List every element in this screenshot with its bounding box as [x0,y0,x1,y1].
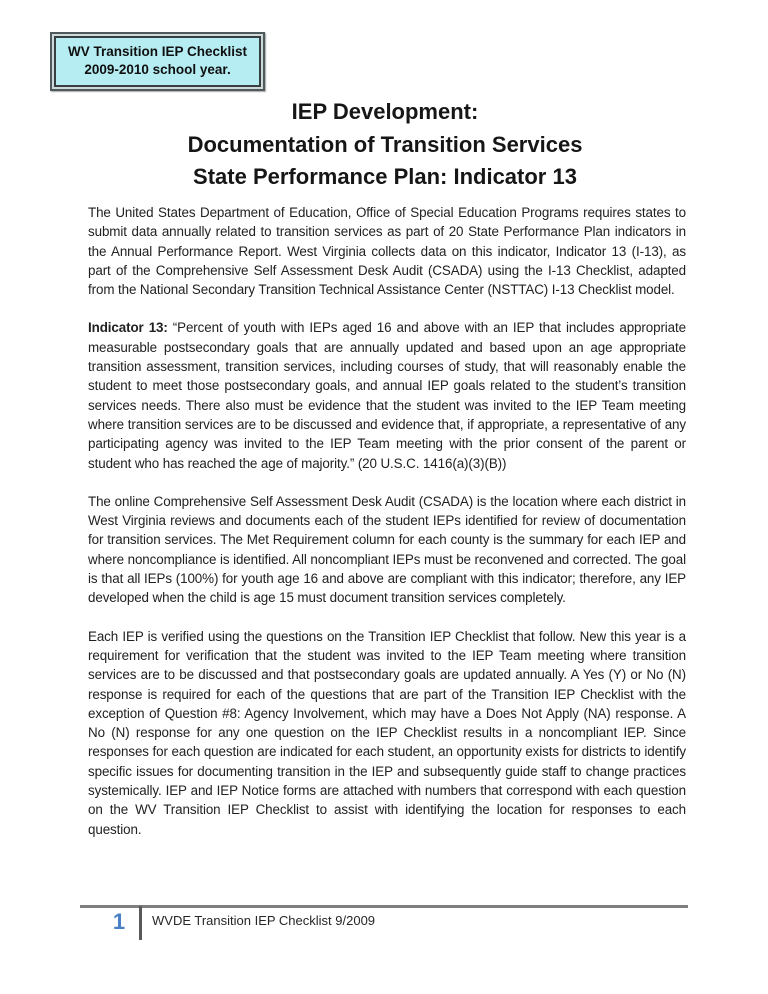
page-title [85,96,685,194]
paragraph-indicator-13 [88,318,686,472]
document-body [88,203,686,858]
header-box-inner [54,36,261,87]
page-number: 1 [112,909,126,934]
header-box [50,32,265,91]
footer-text: WVDE Transition IEP Checklist 9/2009 [152,913,376,928]
indicator-13-quote: “Percent of youth with IEPs aged 16 and above with an IEP that includes appropriate measurable postsecondary goals that are annually updated and based upon an age appropriate transition assessment, transition services, including courses of study, that will reasonably enable the student to meet those postsecondary goals, and annual IEP goals related to the student’s transition services needs. There also must be evidence that the student was invited to the IEP Team meeting where transition services are to be discussed and evidence that, if appropriate, a representative of any participating agency was invited to the IEP Team meeting with the prior consent of the parent or student who has reached the age of majority.” (20 U.S.C. 1416(a)(3)(B)) [88,320,686,471]
title-line-1: IEP Development: [291,99,479,124]
page-footer [0,903,768,963]
paragraph-csada: The online Comprehensive Self Assessment Desk Audit (CSADA) is the location where each district in West Virginia reviews and documents each of the student IEPs identified for review of documentation for transition services. The Met Requirement column for each county is the summary for each IEP and where noncompliance is identified. All noncompliant IEPs must be reconvened and corrected. The goal is that all IEPs (100%) for youth age 16 and above are compliant with this indicator; therefore, any IEP developed when the child is age 15 must document transition services completely. [88,493,686,606]
paragraph-intro: The United States Department of Education, Office of Special Education Programs requires states to submit data annually related to transition services as part of 20 State Performance Plan indicators in the Annual Performance Report. West Virginia collects data on this indicator, Indicator 13 (I-13), as part of the Comprehensive Self Assessment Desk Audit (CSADA) using the I-13 Checklist, adapted from the National Secondary Transition Technical Assistance Center (NSTTAC) I-13 Checklist model. [88,205,686,298]
indicator-13-label: Indicator 13: [88,320,168,336]
footer-divider-line [80,905,688,908]
header-box-line-2: 2009-2010 school year. [84,62,231,77]
title-line-2: Documentation of Transition Services [187,131,583,157]
paragraph-verification: Each IEP is verified using the questions on the Transition IEP Checklist that follow. New this year is a requirement for verification that the student was invited to the IEP Team meeting where transition services are to be discussed and that postsecondary goals are updated annually. A Yes (Y) or No (N) response is required for each of the questions that are part of the Transition IEP Checklist with the exception of Question #8: Agency Involvement, which may have a Does Not Apply (NA) response. A No (N) response for any one question on the IEP Checklist results in a noncompliant IEP. Since responses for each question are indicated for each student, an opportunity exists for districts to identify specific issues for documenting transition in the IEP and subsequently guide staff to change practices systemically. IEP and IEP Notice forms are attached with numbers that correspond with each question on the WV Transition IEP Checklist to assist with identifying the location for responses to each question. [88,628,686,837]
footer-accent-bar [139,906,142,940]
title-line-3: State Performance Plan: Indicator 13 [193,164,577,189]
header-box-line-1: WV Transition IEP Checklist [68,44,248,59]
